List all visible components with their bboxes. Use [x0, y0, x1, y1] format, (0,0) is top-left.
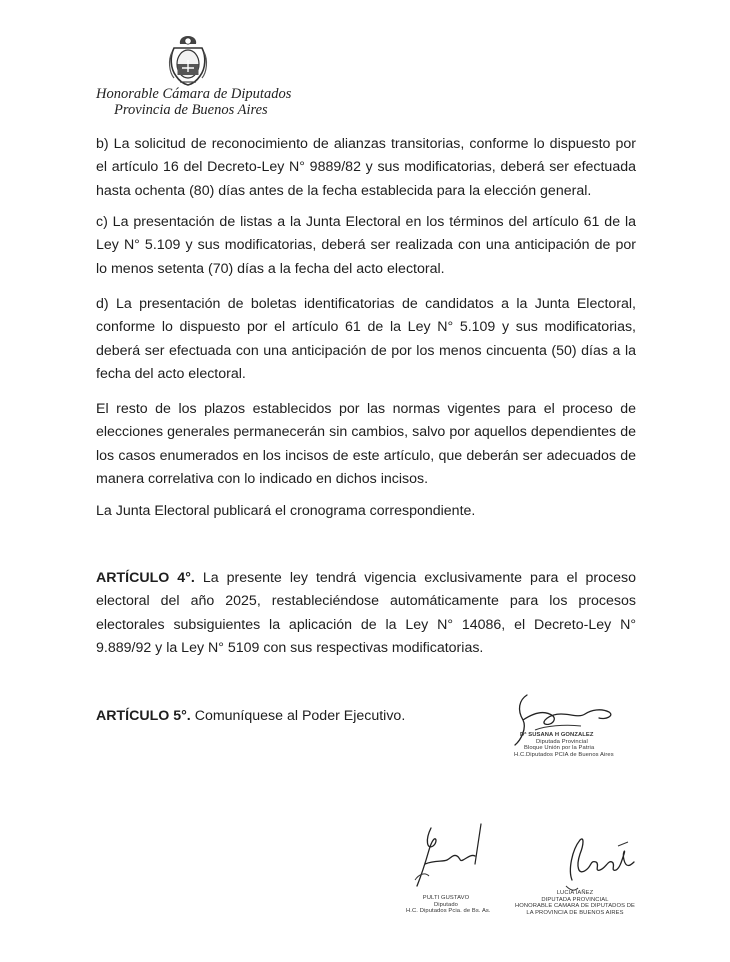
article-5-label: ARTÍCULO 5°. [96, 708, 191, 724]
article-4-text: La presente ley tendrá vigencia exclusivamente para el proceso electoral del año 2025, restableciéndose automáticamente para los procesos electorales subsiguientes la aplicación de la Ley N° 14086, el Decreto-Ley N° 9.889/92 y la Ley N° 5109 con sus respectivas modificatorias. [96, 570, 636, 657]
ianez-name: LUCIA IAÑEZ [556, 890, 594, 896]
signature-pulti [405, 820, 495, 900]
pulti-title: Diputado [433, 901, 458, 908]
gonzalez-name: Dª SUSANA H GONZALEZ [520, 732, 594, 738]
institution-line-1: Honorable Cámara de Diputados [96, 86, 292, 102]
signature-gonzalez-caption [514, 732, 614, 758]
pulti-name: PULTI GUSTAVO [422, 895, 470, 901]
gonzalez-chamber: H.C.Diputados PCIA de Buenos Aires [514, 751, 614, 758]
institution-line-2: Provincia de Buenos Aires [114, 102, 268, 118]
paragraph-c: c) La presentación de listas a la Junta Electoral en los términos del artículo 61 de la Ley N° 5.109 y sus modificatorias, deberá ser realizada con una anticipación de por lo menos setenta (70) días a la fecha del acto electoral. [96, 214, 636, 277]
ianez-chamber-2: LA PROVINCIA DE BUENOS AIRES [526, 909, 624, 916]
paragraph-remaining-deadlines: El resto de los plazos establecidos por las normas vigentes para el proceso de elecciones generales permanecerán sin cambios, salvo por aquellos dependientes de los casos enumerados en los incisos de este artículo, que deberán ser adecuados de manera correlativa con lo indicado en dichos incisos. [96, 401, 636, 488]
article-4 [96, 567, 636, 661]
signature-pulti-caption [406, 895, 491, 915]
paragraph-junta-electoral: La Junta Electoral publicará el cronograma correspondiente. [96, 503, 476, 519]
gonzalez-bloc: Bloque Unión por la Patria [524, 745, 595, 752]
pulti-chamber: H.C. Diputados Pcia. de Bs. As. [406, 908, 491, 915]
paragraph-d: d) La presentación de boletas identificatorias de candidatos a la Junta Electoral, conforme lo dispuesto por el artículo 61 de la Ley N° 5.109 y sus modificatorias, deberá ser efectuada con una anticipación de por los menos cincuenta (50) días a la fecha del acto electoral. [96, 296, 636, 383]
institution-name [96, 86, 296, 118]
article-5-text: Comuníquese al Poder Ejecutivo. [190, 708, 406, 724]
paragraph-b: b) La solicitud de reconocimiento de alianzas transitorias, conforme lo dispuesto por el artículo 16 del Decreto-Ley N° 9889/82 y sus modificatorias, deberá ser efectuada hasta ochenta (80) días antes de la fecha establecida para la elección general. [96, 136, 636, 199]
signature-ianez-caption [508, 890, 642, 916]
ianez-title: DIPUTADA PROVINCIAL [541, 896, 609, 903]
article-4-label: ARTÍCULO 4°. [96, 570, 195, 586]
gonzalez-title: Diputada Provincial [536, 738, 588, 745]
ianez-chamber-1: HONORABLE CAMARA DE DIPUTADOS DE [514, 903, 636, 910]
coat-of-arms-icon [160, 32, 216, 88]
